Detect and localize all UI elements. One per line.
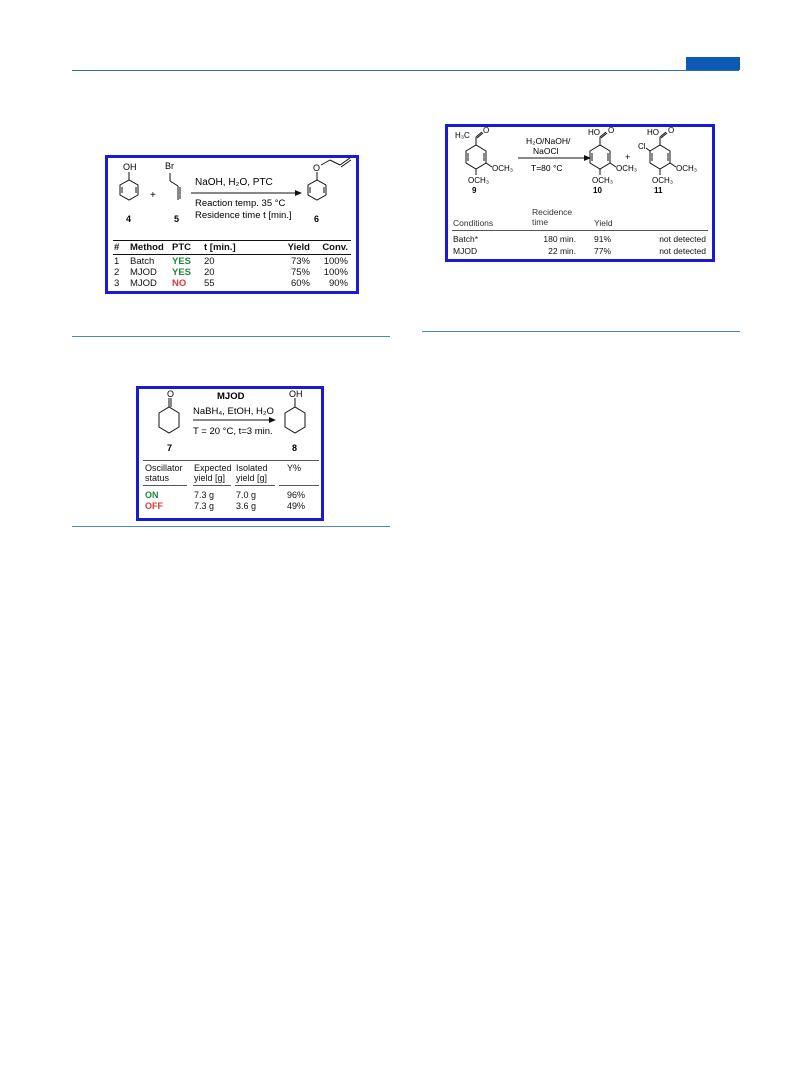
col-header-isolated-1: Isolated [236, 463, 268, 473]
col-header-yield: Yield [594, 218, 613, 228]
row-3-yield: 60% [290, 278, 310, 289]
ether-temp: Reaction temp. 35 °C [195, 198, 286, 209]
col-header-y-percent: Y% [287, 463, 302, 473]
row-2-number: 2 [114, 267, 120, 278]
ox-row-1-condition: Batch* [453, 234, 479, 244]
row-1-number: 1 [114, 256, 120, 267]
section-rule-left-1 [72, 336, 390, 337]
ether-time: Residence time t [min.] [195, 210, 292, 221]
reduction-reagents: NaBH₄, EtOH, H₂O [193, 406, 274, 417]
col-header-method: Method [130, 242, 164, 253]
o-label-11: O [668, 126, 675, 135]
row-3-method: MJOD [130, 278, 157, 289]
reduction-table-rule-d [279, 485, 319, 486]
compound-11-label: 11 [654, 186, 663, 195]
acid-10-structure [590, 132, 616, 175]
row-2-time: 20 [204, 267, 215, 278]
oh-label-8: OH [289, 389, 303, 399]
row-1-time: 20 [204, 256, 215, 267]
reduction-table-rule-c [235, 485, 275, 486]
table-top-rule [113, 240, 351, 241]
ox-row-2-yield: 77% [594, 246, 612, 256]
h3c-label: H₃C [455, 131, 470, 140]
red-row-1-expected: 7.3 g [194, 490, 215, 500]
oxidation-temp: T=80 °C [531, 163, 563, 173]
header-tab [686, 57, 740, 70]
header-rule [72, 70, 739, 71]
row-3-ptc: NO [172, 278, 187, 289]
col-header-residence-2: time [532, 217, 549, 227]
compound-4-label: 4 [126, 214, 132, 224]
oxidation-reagents-1: H₂O/NaOH/ [526, 136, 571, 146]
oh-label: OH [123, 162, 137, 172]
plus-sign: + [150, 190, 156, 201]
och3-label-10a: OCH₃ [616, 164, 638, 173]
col-header-expected-2: yield [g] [194, 473, 226, 483]
compound-9-label: 9 [472, 186, 477, 195]
col-header-expected-1: Expected [194, 463, 232, 473]
reduction-table-rule-b [193, 485, 231, 486]
figure-reduction [136, 386, 324, 521]
red-row-1-isolated: 7.0 g [236, 490, 257, 500]
br-label: Br [165, 161, 174, 171]
row-1-conv: 100% [323, 256, 348, 267]
col-header-isolated-2: yield [g] [236, 473, 268, 483]
ox-row-2-byproduct: not detected [659, 246, 706, 256]
compound-8-label: 8 [292, 443, 298, 453]
col-header-oscillator-2: status [145, 473, 170, 483]
o-label-7: O [167, 389, 175, 399]
ether-reagents: NaOH, H₂O, PTC [195, 177, 273, 188]
och3-label-11b: OCH₃ [652, 176, 674, 185]
o-label-9: O [483, 126, 490, 135]
cyclohexanone-structure [159, 398, 179, 433]
row-2-conv: 100% [323, 267, 348, 278]
oxidation-table-rule [452, 230, 708, 231]
col-header-number: # [114, 242, 120, 253]
red-row-2-y: 49% [287, 501, 306, 511]
och3-label-9b: OCH₃ [468, 176, 490, 185]
row-1-ptc: YES [172, 256, 192, 267]
row-3-conv: 90% [328, 278, 348, 289]
section-rule-right-1 [422, 331, 740, 332]
col-header-conv: Conv. [322, 242, 348, 253]
col-header-oscillator-1: Oscillator [145, 463, 183, 473]
col-header-ptc: PTC [172, 242, 191, 253]
row-2-method: MJOD [130, 267, 157, 278]
red-row-1-y: 96% [287, 490, 306, 500]
row-3-time: 55 [204, 278, 215, 289]
och3-label-11a: OCH₃ [676, 164, 698, 173]
ox-row-2-time: 22 min. [548, 246, 576, 256]
red-row-2-expected: 7.3 g [194, 501, 215, 511]
och3-label-10b: OCH₃ [592, 176, 614, 185]
ox-row-2-condition: MJOD [453, 246, 478, 256]
oxidation-reagents-2: NaOCl [533, 146, 559, 156]
compound-10-label: 10 [593, 186, 602, 195]
acetophenone-structure [466, 132, 492, 175]
o-label: O [313, 163, 321, 173]
red-row-2-status: OFF [145, 501, 163, 511]
col-header-time: t [min.] [204, 242, 236, 253]
row-3-number: 3 [114, 278, 120, 289]
red-row-2-isolated: 3.6 g [236, 501, 257, 511]
row-2-yield: 75% [290, 267, 310, 278]
reduction-temp: T = 20 °C, t=3 min. [193, 426, 273, 437]
row-1-method: Batch [130, 256, 155, 267]
ho-label-11: HO [647, 128, 659, 137]
row-2-ptc: YES [172, 267, 192, 278]
allyl-bromide-structure [170, 173, 180, 200]
reduction-title: MJOD [217, 391, 245, 402]
col-header-yield: Yield [287, 242, 310, 253]
figure-ether-synthesis [105, 155, 359, 294]
cl-label: Cl [638, 142, 646, 151]
reduction-table-rule-a [143, 485, 187, 486]
compound-5-label: 5 [174, 214, 180, 224]
phenol-structure [120, 172, 138, 200]
och3-label-9a: OCH₃ [492, 164, 514, 173]
reduction-table-top-rule [143, 460, 319, 461]
acid-11-structure [646, 132, 676, 175]
figure-oxidation [445, 124, 715, 262]
section-rule-left-2 [72, 526, 390, 527]
cyclohexanol-structure [285, 398, 305, 433]
ox-row-1-byproduct: not detected [659, 234, 706, 244]
compound-7-label: 7 [167, 443, 173, 453]
ox-row-1-yield: 91% [594, 234, 612, 244]
table-header-rule [113, 254, 351, 255]
col-header-conditions: Conditions [453, 218, 494, 228]
col-header-residence-1: Recidence [532, 207, 573, 217]
ox-row-1-time: 180 min. [543, 234, 576, 244]
row-1-yield: 73% [290, 256, 310, 267]
o-label-10: O [608, 126, 615, 135]
compound-6-label: 6 [314, 214, 320, 224]
ho-label-10: HO [588, 128, 600, 137]
red-row-1-status: ON [145, 490, 159, 500]
plus-sign-2: + [625, 152, 631, 162]
